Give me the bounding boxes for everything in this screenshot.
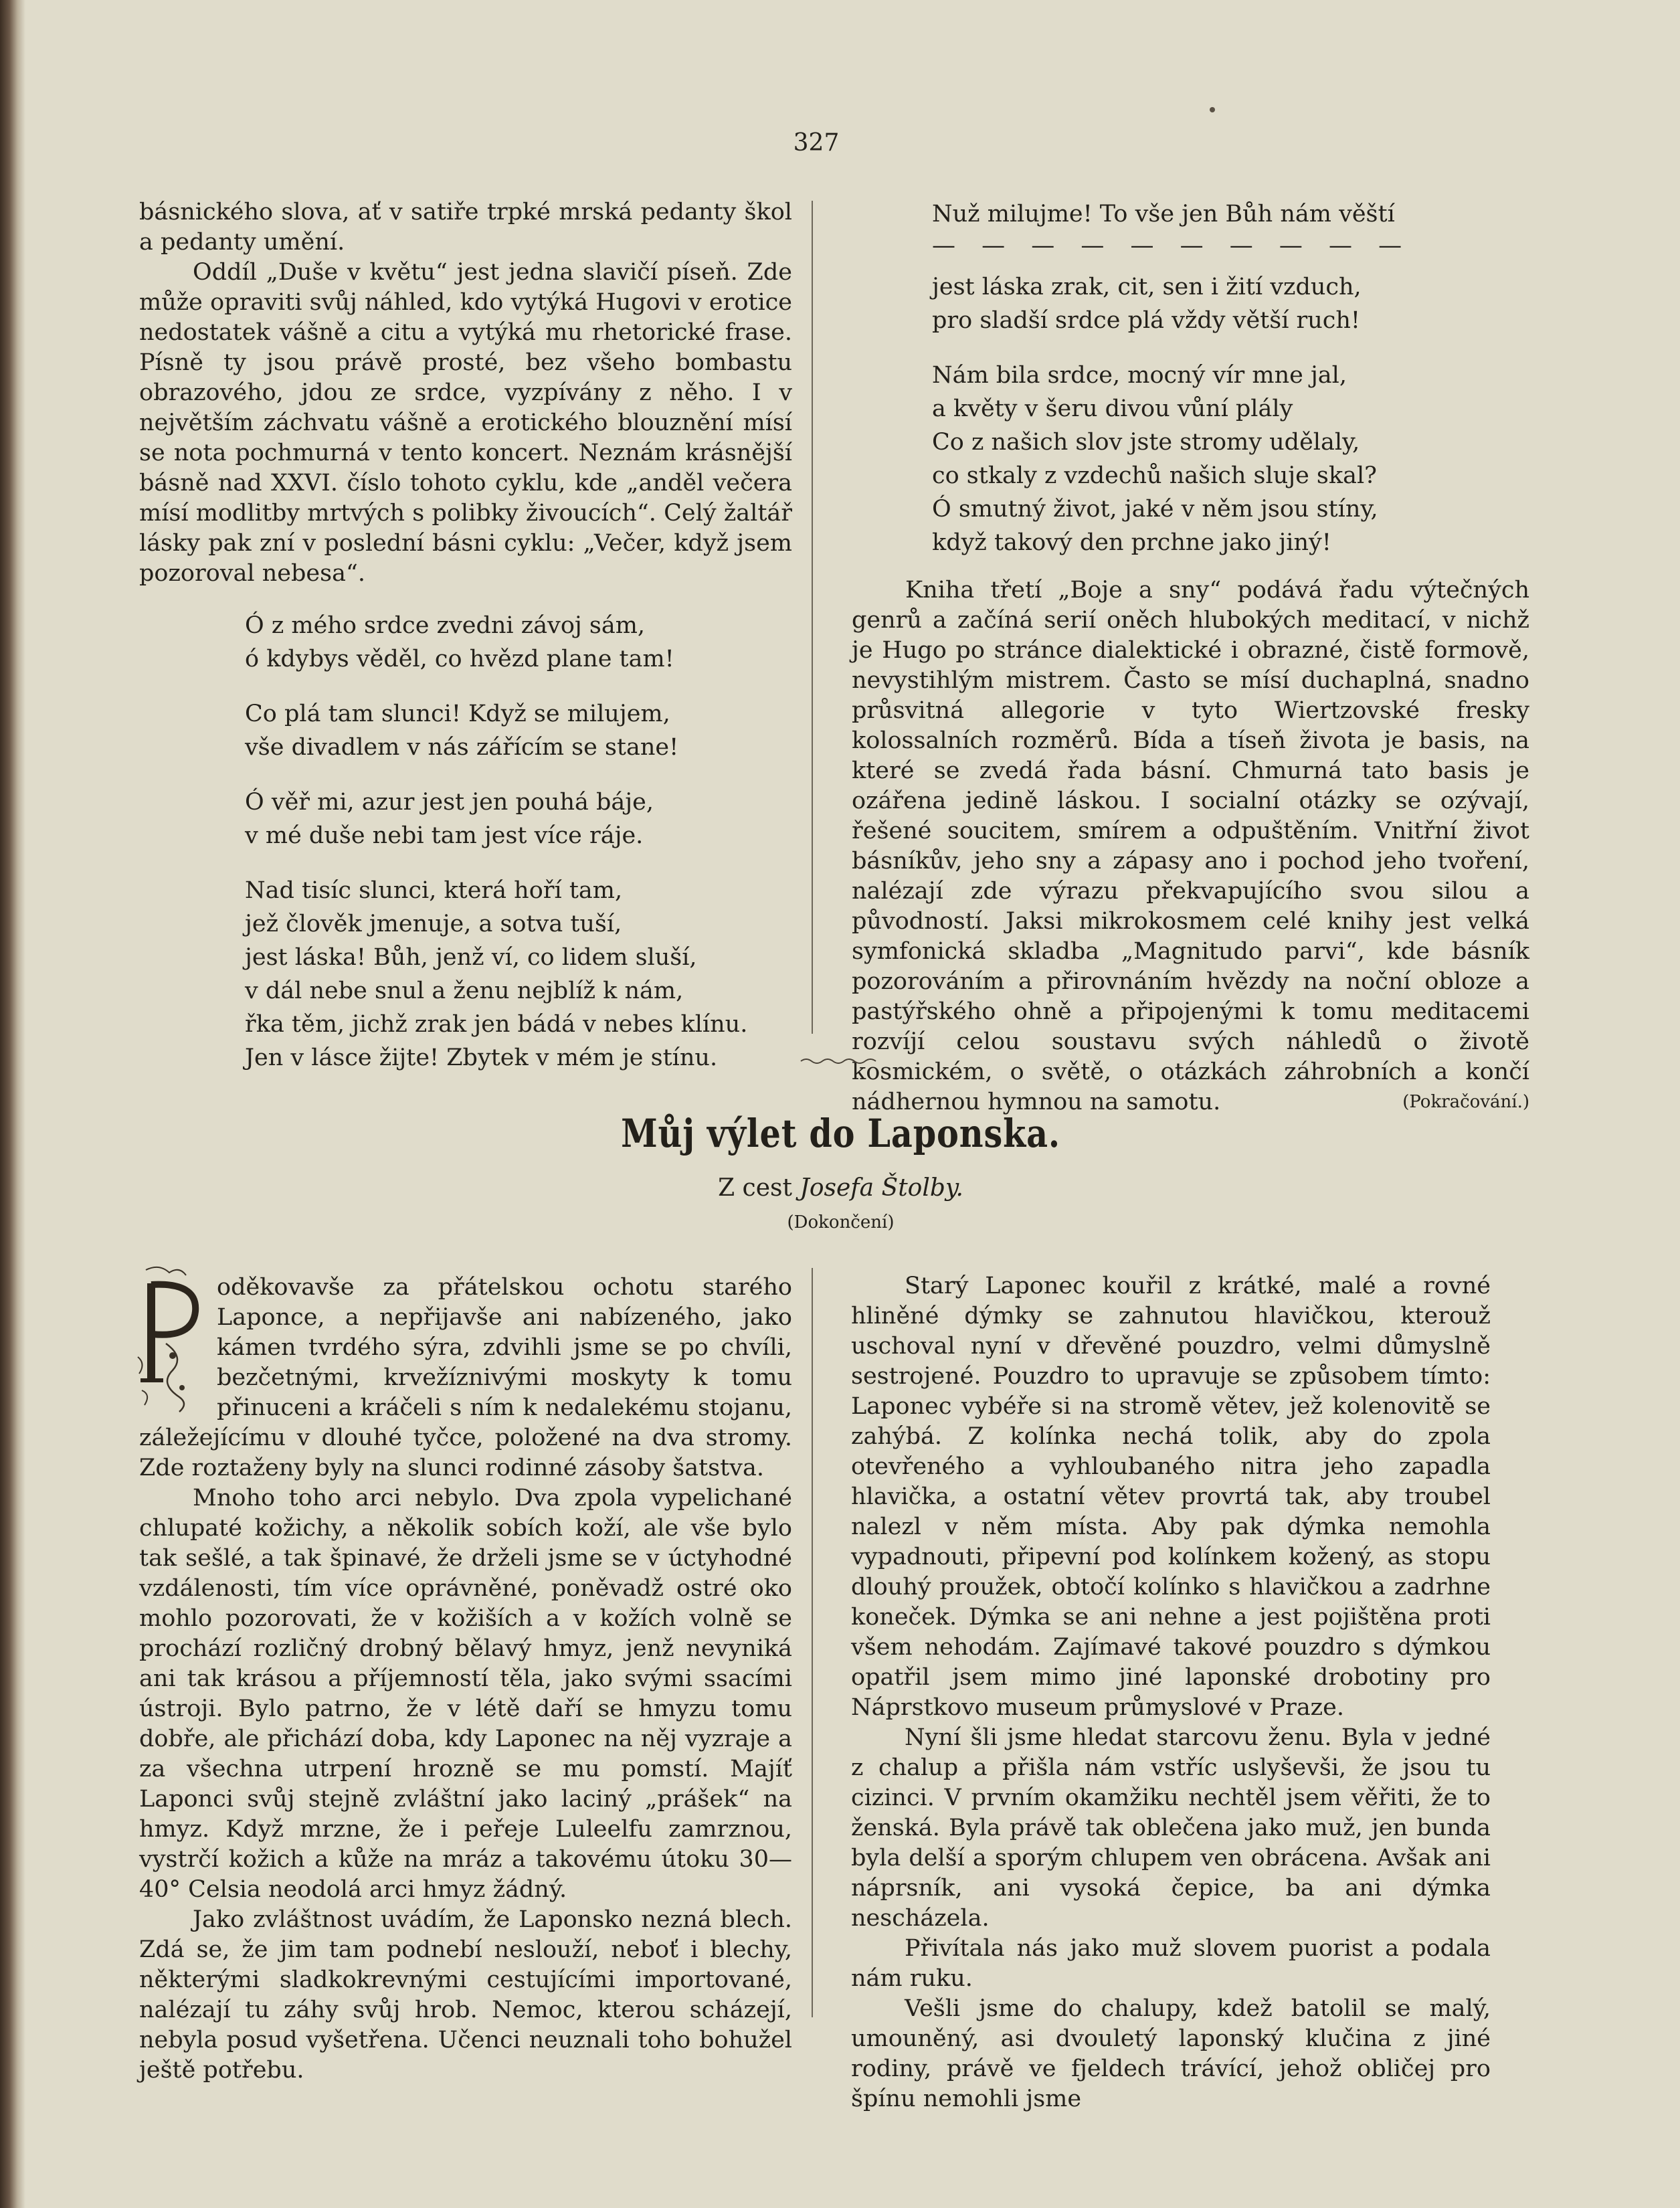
binding-edge xyxy=(0,0,25,2208)
poem-line: řka těm, jichž zrak jen bádá v nebes klínu. xyxy=(245,1011,748,1038)
byline-author: Josefa Štolby. xyxy=(800,1174,963,1202)
paragraph: Oddíl „Duše v květu“ jest jedna slavičí píseň. Zde může opraviti svůj náhled, kdo vytýká Hugovi v erotice nedostatek vášně a citu a vytýká mu rhetorické frase. Písně ty jsou právě prosté, bez všeho bombastu obrazového, jdou ze srdce, vyzpívány z něho. I v největším záchvatu vášně a erotického blouznění mísí se nota pochmurná v tento koncert. Neznám krásnější básně nad XXVI. číslo tohoto cyklu, kde „anděl večera mísí modlitby mrtvých s polibky živoucích“. Celý žaltář lásky pak zní v poslední básni cyklu: „Večer, když jsem pozoroval nebesa“. xyxy=(139,259,792,587)
poem-line: Ó věř mi, azur jest jen pouhá báje, xyxy=(245,789,654,816)
paragraph: oděkovavše za přátelskou ochotu starého Laponce, a nepřijavše ani nabízeného, jako kámen tvrdého sýra, zdvihli jsme se po chvíli, bezčetnými, krvežíznivými moskyty k tomu přinuceni a kráčeli s ním k nedalekému stojanu, záležejícímu v dlouhé tyčce, položené na dva stromy. Zde roztaženy byly na slunci rodinné zásoby šatstva. xyxy=(139,1274,792,1481)
article-title: Můj výlet do Laponska. xyxy=(621,1111,1060,1156)
poem-stanza xyxy=(245,697,792,764)
poem-line: jest láska! Bůh, jenž ví, co lidem sluší, xyxy=(245,944,697,971)
poem-line: jež člověk jmenuje, a sotva tuší, xyxy=(245,911,622,937)
ink-speck xyxy=(1210,107,1215,112)
article-byline xyxy=(535,1174,1146,1202)
paragraph xyxy=(852,575,1529,1117)
paragraph: básnického slova, ať v satiře trpké mrská pedanty škol a pedanty umění. xyxy=(139,199,792,256)
poem-line: Co z našich slov jste stromy udělaly, xyxy=(932,429,1360,456)
poem-stanza xyxy=(245,786,792,852)
wavy-ornament xyxy=(800,1056,880,1067)
poem xyxy=(932,197,1529,559)
poem-line: co stkaly z vzdechů našich sluje skal? xyxy=(932,462,1377,489)
poem-line: Nad tisíc slunci, která hoří tam, xyxy=(245,877,623,904)
lower-right-column xyxy=(851,1271,1491,2114)
decorative-initial-p-icon xyxy=(132,1263,207,1417)
upper-right-column xyxy=(852,197,1529,1117)
poem-line: ó kdybys věděl, co hvězd plane tam! xyxy=(245,646,674,672)
poem-line: vše divadlem v nás zářícím se stane! xyxy=(245,734,679,761)
upper-left-column xyxy=(139,197,792,1096)
paragraph: Vešli jsme do chalupy, kdež batolil se malý, umouněný, asi dvouletý laponský klučina z jiné rodiny, právě ve fjeldech trávící, jehož obličej pro špínu nemohli jsme xyxy=(851,1995,1491,2112)
poem-line: Co plá tam slunci! Když se milujem, xyxy=(245,701,670,727)
poem-stanza xyxy=(932,270,1529,337)
poem-line: v dál nebe snul a ženu nejblíž k nám, xyxy=(245,978,684,1004)
continuation-note: (Dokončení) xyxy=(787,1212,895,1232)
page-number: 327 xyxy=(793,129,840,157)
poem-line: Ó z mého srdce zvedni závoj sám, xyxy=(245,612,646,639)
paragraph: Přivítala nás jako muž slovem puorist a podala nám ruku. xyxy=(851,1935,1491,1992)
poem-stanza xyxy=(932,197,1529,261)
poem-line: Nám bila srdce, mocný vír mne jal, xyxy=(932,362,1347,389)
poem-line: Jen v lásce žijte! Zbytek v mém je stínu. xyxy=(245,1044,718,1071)
paragraph-text: Kniha třetí „Boje a sny“ podává řadu výtečných genrů a začíná serií oněch hlubokých meditací, v nichž je Hugo po stránce dialektické i obrazné, čistě formově, nevystihlým mistrem. Často se mísí duchaplná, snadno průsvitná allegorie v tyto Wiertzovské fresky kolossalních rozměrů. Bída a tíseň života je basis, na které se zvedá řada básní. Chmurná tato basis je ozářena jedině láskou. I socialní otázky se ozývají, řešené soucitem, smírem a odpuštěním. Vnitřní život básníkův, jeho sny a zápasy ano i pochod jeho tvoření, nalézají zde výrazu překvapujícího svou silou a původností. Jaksi mikrokosmem celé knihy jest velká symfonická skladba „Magnitudo parvi“, kde básník pozorováním a přirovnáním hvězdy na noční obloze a pastýřského ohně a připojenými k tomu meditacemi rozvíjí celou soustavu svých náhledů o životě kosmickém, o světě, o otázkách záhrobních a končí nádhernou hymnou na samotu. xyxy=(852,577,1529,1115)
ellipsis-dashes: — — — — — — — — — — xyxy=(932,232,1412,259)
poem-stanza xyxy=(245,609,792,676)
poem xyxy=(245,609,792,1075)
lower-left-column xyxy=(139,1271,792,2086)
column-divider xyxy=(812,1268,813,2017)
poem-line: pro sladší srdce plá vždy větší ruch! xyxy=(932,307,1360,334)
paragraph: Nyní šli jsme hledat starcovu ženu. Byla v jedné z chalup a přišla nám vstříc uslyševši, že jsou tu cizinci. V prvním okamžiku nechtěl jsem věřiti, že to ženská. Byla právě tak oblečena jako muž, jen bunda byla delší a sporým chlupem ven obrácena. Avšak ani náprsník, ani vysoká čepice, ba ani dýmka nescházela. xyxy=(851,1724,1491,1932)
poem-line: jest láska zrak, cit, sen i žití vzduch, xyxy=(932,274,1362,300)
poem-line: když takový den prchne jako jiný! xyxy=(932,529,1331,556)
paragraph: Starý Laponec kouřil z krátké, malé a rovné hliněné dýmky se zahnutou hlavičkou, kterouž uschoval nyní v dřevěné pouzdro, velmi důmyslně sestrojené. Pouzdro to upravuje se způsobem tímto: Laponec vybéře si na stromě větev, jež kolenovitě se zahýbá. Z kolínka nechá tolik, aby do zpola otevřeného a vyhloubaného nitra jeho zapadla hlavička, a ostatní větev provrtá tak, aby troubel nalezl v něm místa. Aby pak dýmka nemohla vypadnouti, připevní pod kolínkem kožený, as stopu dlouhý proužek, obtočí kolínko s hlavičkou a zadrhne koneček. Dýmka se ani nehne a jest pojištěna proti všem nehodám. Zajímavé takové pouzdro s dýmkou opatřil jsem mimo jiné laponské drobotiny pro Náprstkovo museum průmyslové v Praze. xyxy=(851,1273,1491,1721)
poem-stanza xyxy=(245,874,792,1075)
paragraph: Jako zvláštnost uvádím, že Laponsko nezná blech. Zdá se, že jim tam podnebí neslouží, neboť i blechy, některými sladkokrevnými cestujícími importované, nalézají tu záhy svůj hrob. Nemoc, kterou scházejí, nebyla posud vyšetřena. Učenci neuznali toho bohužel ještě potřebu. xyxy=(139,1906,792,2084)
paragraph: Mnoho toho arci nebylo. Dva zpola vypelichané chlupaté kožichy, a několik sobích koží, ale vše bylo tak sešlé, a tak špinavé, že drželi jsme se v úctyhodné vzdálenosti, tím více oprávněné, poněvadž ostré oko mohlo pozorovati, že v kožiších a v kožích volně se prochází rozličný drobný bělavý hmyz, jenž nevyniká ani tak krásou a příjemností těla, jako svými ssacími ústroji. Bylo patrno, že v létě daří se hmyzu tomu dobře, ale přichází doba, kdy Laponec na něj vyzraje a za všechna utrpení hrozně se mu pomstí. Majíť Laponci svůj stejně zvláštní jako laciný „prášek“ na hmyz. Když mrzne, že i peřeje Luleelfu zamrznou, vystrčí kožich a kůže na mráz a takovému útoku 30—40° Celsia neodolá arci hmyz žádný. xyxy=(139,1485,792,1903)
poem-line: Ó smutný život, jaké v něm jsou stíny, xyxy=(932,496,1378,523)
poem-line: v mé duše nebi tam jest více ráje. xyxy=(245,822,644,849)
column-divider xyxy=(812,201,813,1034)
poem-line: a květy v šeru divou vůní plály xyxy=(932,395,1293,422)
poem-stanza xyxy=(932,359,1529,559)
continued-note: (Pokračování.) xyxy=(1402,1092,1529,1112)
poem-line: Nuž milujme! To vše jen Bůh nám věští xyxy=(932,201,1395,227)
byline-prefix: Z cest xyxy=(718,1174,792,1202)
